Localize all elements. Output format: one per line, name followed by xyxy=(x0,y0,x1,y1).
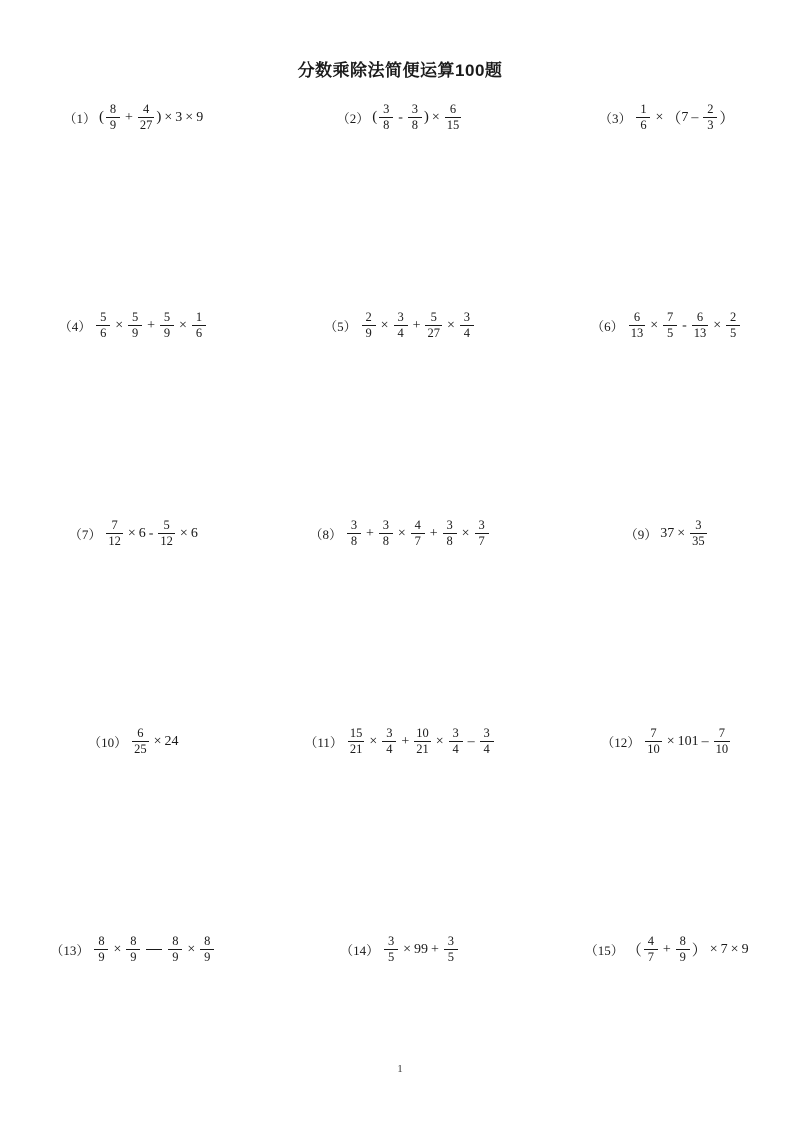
operator: + xyxy=(124,109,133,125)
fraction-denominator: 21 xyxy=(416,742,429,757)
fraction-numerator: 2 xyxy=(707,102,714,116)
problem-label: （7） xyxy=(68,527,102,543)
problem xyxy=(88,727,178,756)
problem-label: （13） xyxy=(50,943,90,959)
problem-cell-3 xyxy=(533,99,800,132)
problem-cell-2 xyxy=(267,99,534,132)
problem-expression xyxy=(99,103,203,132)
fraction-denominator: 8 xyxy=(383,118,390,133)
problem-label: （2） xyxy=(336,111,370,127)
problem xyxy=(304,727,495,756)
fraction xyxy=(444,935,458,964)
problem-cell-7 xyxy=(0,515,267,548)
number: 9 xyxy=(196,109,204,125)
operator: – xyxy=(701,733,709,749)
fraction xyxy=(408,103,422,132)
problem-grid xyxy=(0,99,800,1051)
problem-cell-6 xyxy=(533,307,800,340)
problem xyxy=(50,935,216,964)
problem-cell-9 xyxy=(533,515,800,548)
fraction xyxy=(132,727,149,756)
operator: + xyxy=(662,941,671,957)
fraction xyxy=(192,311,206,340)
fraction-numerator: 3 xyxy=(382,518,389,532)
fraction xyxy=(362,311,376,340)
fraction-numerator: 3 xyxy=(483,726,490,740)
fraction-numerator: 3 xyxy=(446,518,453,532)
problem-label: （14） xyxy=(340,943,380,959)
operator: × xyxy=(677,525,686,541)
problem-label: （11） xyxy=(304,735,343,751)
problem-label: （8） xyxy=(309,527,342,543)
problem-cell-5 xyxy=(267,307,534,340)
fraction xyxy=(692,311,709,340)
fraction-numerator: 6 xyxy=(449,102,457,116)
fraction-denominator: 21 xyxy=(349,742,363,757)
operator: × xyxy=(435,733,444,749)
parenthesis: （ xyxy=(626,943,642,960)
number: 6 xyxy=(138,525,146,541)
fraction-denominator: 4 xyxy=(463,326,470,341)
problem xyxy=(69,519,198,548)
parenthesis: ) xyxy=(423,109,429,126)
problem-label: （9） xyxy=(624,527,658,543)
problem-cell-11 xyxy=(267,723,534,756)
fraction-denominator: 7 xyxy=(478,534,485,549)
fraction xyxy=(663,311,677,340)
problem-expression xyxy=(382,935,460,964)
operator: – xyxy=(691,109,699,125)
fraction xyxy=(645,727,662,756)
number: 7 xyxy=(720,941,728,957)
operator: × xyxy=(709,941,718,957)
number: 101 xyxy=(677,733,699,749)
fraction xyxy=(445,103,462,132)
operator: × xyxy=(461,525,470,541)
problem xyxy=(63,103,203,132)
fraction-numerator: 3 xyxy=(478,518,485,532)
fraction-denominator: 5 xyxy=(730,326,737,341)
problem-expression xyxy=(92,935,216,964)
fraction-denominator: 4 xyxy=(483,742,490,757)
fraction-numerator: 3 xyxy=(411,102,419,116)
operator: + xyxy=(431,941,439,957)
parenthesis: ） xyxy=(691,943,707,960)
problem xyxy=(340,935,460,964)
fraction xyxy=(96,311,110,340)
fraction-numerator: 5 xyxy=(163,518,170,532)
fraction xyxy=(636,103,650,132)
operator: + xyxy=(429,525,438,541)
problem-cell-13 xyxy=(0,931,267,964)
fraction xyxy=(126,935,140,964)
problem xyxy=(337,103,464,132)
fraction-numerator: 7 xyxy=(111,518,118,532)
fraction-denominator: 8 xyxy=(350,534,358,549)
operator: × xyxy=(666,733,675,749)
fraction-denominator: 7 xyxy=(414,534,421,549)
fraction-numerator: 8 xyxy=(130,934,137,948)
problem-label: （12） xyxy=(601,735,641,751)
operator: × xyxy=(115,317,124,333)
operator: × xyxy=(655,109,664,125)
fraction-numerator: 3 xyxy=(350,518,358,532)
problem-expression xyxy=(130,727,178,756)
fraction xyxy=(411,519,425,548)
operator: × xyxy=(187,941,196,957)
fraction-numerator: 7 xyxy=(666,310,674,324)
fraction xyxy=(168,935,182,964)
problem-row xyxy=(0,99,800,307)
problem xyxy=(591,311,742,340)
fraction-denominator: 9 xyxy=(109,118,117,133)
fraction-denominator: 10 xyxy=(715,742,729,757)
fraction xyxy=(106,519,123,548)
problem-row xyxy=(0,723,800,931)
parenthesis: ) xyxy=(156,109,162,126)
fraction xyxy=(703,103,717,132)
fraction xyxy=(379,519,393,548)
problem xyxy=(309,519,490,548)
fraction-denominator: 35 xyxy=(692,534,705,549)
fraction-denominator: 5 xyxy=(666,326,674,341)
fraction xyxy=(138,103,155,132)
fraction-numerator: 8 xyxy=(172,934,179,948)
problem xyxy=(59,311,208,340)
fraction-numerator: 6 xyxy=(633,310,641,324)
operator: × xyxy=(164,109,173,125)
fraction xyxy=(475,519,489,548)
problem-cell-15 xyxy=(533,931,800,964)
fraction-denominator: 12 xyxy=(160,534,173,549)
operator: + xyxy=(365,525,374,541)
problem-expression xyxy=(643,727,732,756)
fraction-denominator: 5 xyxy=(387,950,395,965)
fraction-numerator: 3 xyxy=(452,726,459,740)
problem-expression xyxy=(360,311,476,340)
fraction-numerator: 10 xyxy=(416,726,429,740)
fraction-numerator: 3 xyxy=(695,518,702,532)
operator: + xyxy=(412,317,421,333)
problem xyxy=(601,727,732,756)
fraction-numerator: 1 xyxy=(640,102,647,116)
fraction xyxy=(714,727,731,756)
fraction xyxy=(449,727,463,756)
fraction-denominator: 9 xyxy=(98,950,105,965)
problem-row xyxy=(0,931,800,1051)
operator-minus-wide xyxy=(146,949,162,950)
operator: × xyxy=(185,109,194,125)
fraction-denominator: 9 xyxy=(204,950,211,965)
fraction-denominator: 8 xyxy=(382,534,389,549)
fraction xyxy=(106,103,120,132)
fraction-denominator: 5 xyxy=(447,950,455,965)
fraction xyxy=(414,727,431,756)
fraction xyxy=(629,311,646,340)
fraction-numerator: 3 xyxy=(386,726,393,740)
problem xyxy=(625,519,709,548)
fraction xyxy=(347,519,361,548)
fraction-numerator: 5 xyxy=(132,310,139,324)
fraction xyxy=(726,311,740,340)
problem-label: （3） xyxy=(598,111,632,127)
fraction xyxy=(443,519,457,548)
problem-expression xyxy=(345,519,491,548)
problem-label: （5） xyxy=(324,319,357,335)
operator: × xyxy=(127,525,136,541)
operator: × xyxy=(713,317,722,333)
number: 37 xyxy=(660,525,675,541)
problem xyxy=(585,935,749,964)
fraction-denominator: 9 xyxy=(130,950,137,965)
fraction-denominator: 8 xyxy=(446,534,453,549)
fraction-denominator: 13 xyxy=(630,326,644,341)
fraction xyxy=(690,519,707,548)
operator: × xyxy=(380,317,389,333)
number: 3 xyxy=(175,109,183,125)
fraction xyxy=(644,935,658,964)
fraction-numerator: 4 xyxy=(414,518,421,532)
fraction xyxy=(158,519,175,548)
fraction-denominator: 9 xyxy=(132,326,139,341)
fraction xyxy=(394,311,408,340)
parenthesis: ( xyxy=(98,109,104,126)
fraction xyxy=(128,311,142,340)
fraction-denominator: 4 xyxy=(452,742,459,757)
fraction xyxy=(200,935,214,964)
problem-expression xyxy=(372,103,463,132)
number: 24 xyxy=(164,733,179,749)
problem-expression xyxy=(627,935,749,964)
parenthesis: ( xyxy=(372,109,378,126)
fraction-numerator: 8 xyxy=(98,934,105,948)
fraction-denominator: 6 xyxy=(640,118,647,133)
operator: × xyxy=(179,525,188,541)
fraction-denominator: 4 xyxy=(397,326,404,341)
operator: + xyxy=(147,317,156,333)
parenthesis: ） xyxy=(719,111,735,128)
fraction xyxy=(160,311,174,340)
number: 99 xyxy=(414,941,429,957)
fraction-denominator: 27 xyxy=(139,118,153,133)
fraction-denominator: 9 xyxy=(172,950,179,965)
fraction-numerator: 6 xyxy=(696,310,704,324)
fraction xyxy=(480,727,494,756)
fraction xyxy=(94,935,108,964)
fraction xyxy=(379,103,393,132)
fraction-denominator: 13 xyxy=(693,326,707,341)
fraction-denominator: 9 xyxy=(163,326,171,341)
problem-expression xyxy=(346,727,496,756)
operator: × xyxy=(179,317,187,333)
fraction-numerator: 3 xyxy=(383,102,390,116)
fraction-denominator: 10 xyxy=(647,742,660,757)
problem xyxy=(599,103,734,132)
fraction-denominator: 6 xyxy=(195,326,203,341)
operator: - xyxy=(148,525,154,541)
fraction xyxy=(348,727,365,756)
operator: - xyxy=(682,317,687,333)
operator: × xyxy=(113,941,122,957)
page-number: 1 xyxy=(397,1063,403,1075)
problem-expression xyxy=(94,311,208,340)
number: 9 xyxy=(741,941,749,957)
parenthesis: （ xyxy=(666,111,682,128)
fraction-numerator: 2 xyxy=(730,310,737,324)
fraction-denominator: 6 xyxy=(100,326,107,341)
fraction-numerator: 7 xyxy=(650,726,657,740)
fraction-numerator: 2 xyxy=(365,310,372,324)
fraction-numerator: 15 xyxy=(349,726,363,740)
number: 7 xyxy=(681,109,689,125)
problem-expression xyxy=(627,311,742,340)
fraction xyxy=(384,935,398,964)
operator: × xyxy=(650,317,659,333)
operator: - xyxy=(398,109,403,125)
problem-cell-10 xyxy=(0,723,267,756)
operator: × xyxy=(397,525,406,541)
fraction-numerator: 6 xyxy=(137,726,144,740)
fraction-numerator: 3 xyxy=(447,934,455,948)
fraction-numerator: 8 xyxy=(679,934,686,948)
fraction-numerator: 7 xyxy=(718,726,726,740)
problem xyxy=(324,311,476,340)
problem-cell-4 xyxy=(0,307,267,340)
operator: – xyxy=(467,733,475,749)
fraction-denominator: 15 xyxy=(446,118,460,133)
problem-cell-1 xyxy=(0,99,267,132)
problem-expression xyxy=(634,103,734,132)
operator: × xyxy=(446,317,455,333)
problem-label: （4） xyxy=(58,319,92,335)
problem-cell-8 xyxy=(267,515,534,548)
fraction-numerator: 3 xyxy=(463,310,470,324)
fraction-denominator: 4 xyxy=(386,742,393,757)
operator: × xyxy=(431,109,440,125)
fraction xyxy=(460,311,474,340)
fraction xyxy=(425,311,442,340)
fraction-numerator: 8 xyxy=(204,934,211,948)
operator: + xyxy=(401,733,410,749)
fraction-numerator: 5 xyxy=(430,310,437,324)
fraction-numerator: 4 xyxy=(143,102,150,116)
fraction-denominator: 8 xyxy=(411,118,419,133)
operator: × xyxy=(369,733,378,749)
problem-expression xyxy=(104,519,197,548)
fraction-denominator: 27 xyxy=(427,326,440,341)
problem-expression xyxy=(660,519,708,548)
problem-label: （10） xyxy=(88,735,128,751)
operator: × xyxy=(730,941,739,957)
fraction-denominator: 9 xyxy=(365,326,372,341)
page-title: 分数乘除法简便运算100题 xyxy=(297,61,503,80)
fraction-numerator: 5 xyxy=(100,310,107,324)
fraction xyxy=(676,935,690,964)
problem-label: （1） xyxy=(63,111,96,127)
problem-row xyxy=(0,515,800,723)
operator: × xyxy=(153,733,162,749)
problem-cell-12 xyxy=(533,723,800,756)
problem-label: （15） xyxy=(584,943,624,959)
fraction-numerator: 5 xyxy=(163,310,171,324)
fraction-denominator: 3 xyxy=(707,118,714,133)
operator: × xyxy=(403,941,412,957)
fraction-numerator: 4 xyxy=(647,934,654,948)
fraction-numerator: 8 xyxy=(109,102,117,116)
problem-label: （6） xyxy=(591,319,624,335)
fraction xyxy=(382,727,396,756)
problem-row xyxy=(0,307,800,515)
fraction-denominator: 7 xyxy=(647,950,654,965)
problem-cell-14 xyxy=(267,931,534,964)
fraction-denominator: 12 xyxy=(108,534,121,549)
fraction-numerator: 3 xyxy=(387,934,395,948)
fraction-denominator: 9 xyxy=(679,950,686,965)
fraction-numerator: 1 xyxy=(195,310,203,324)
fraction-denominator: 25 xyxy=(134,742,147,757)
number: 6 xyxy=(190,525,198,541)
fraction-numerator: 3 xyxy=(397,310,404,324)
